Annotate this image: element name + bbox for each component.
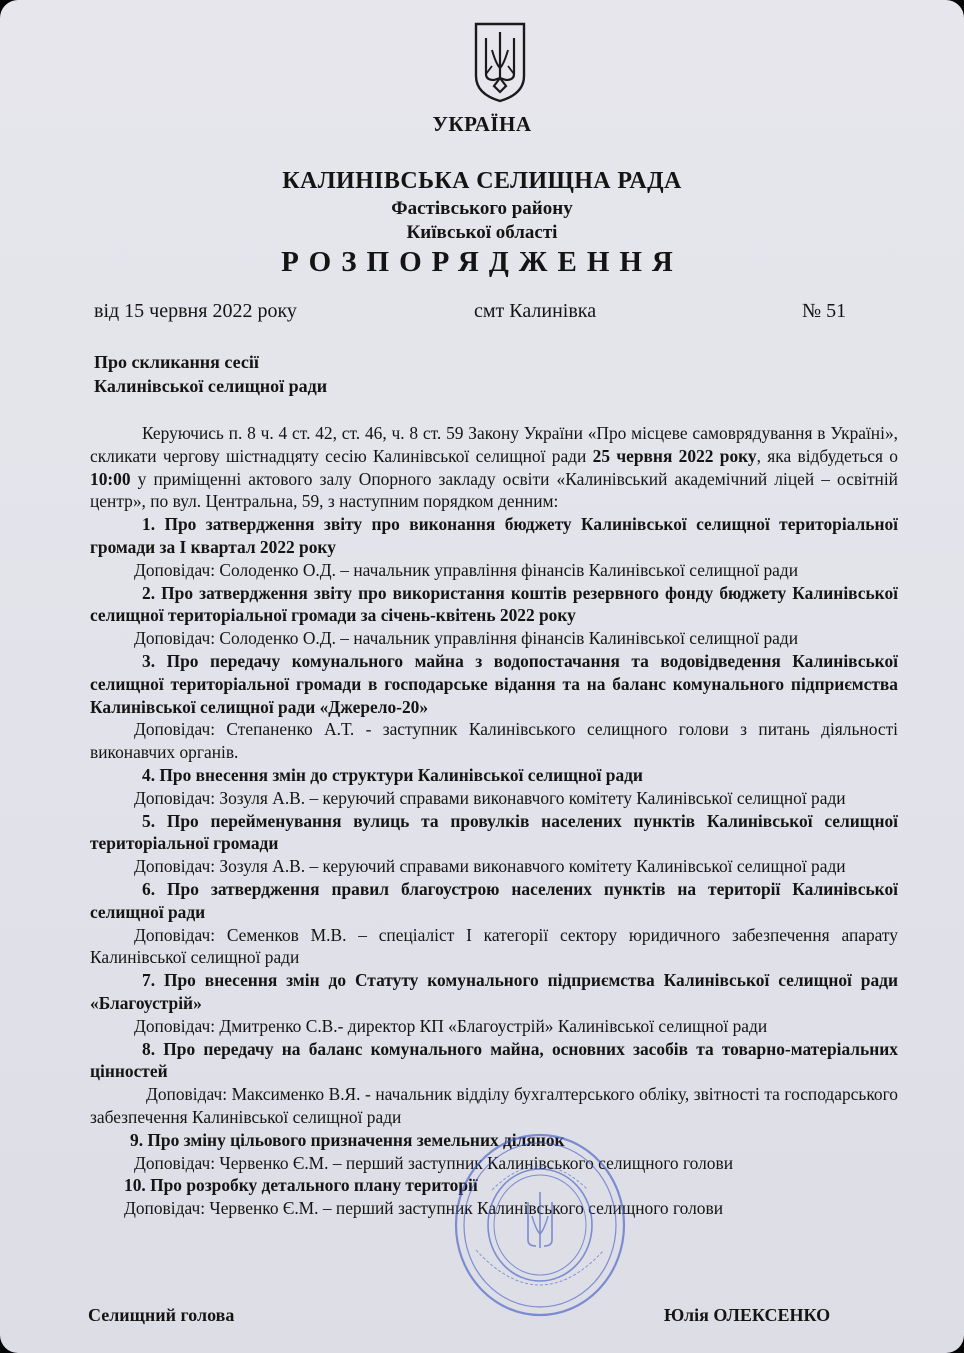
region-name: Київської області — [406, 222, 558, 243]
agenda-speaker-9: Доповідач: Червенко Є.М. – перший заступник Калинівського селищного голови — [134, 1152, 734, 1173]
agenda-speaker-8: Доповідач: Максименко В.Я. - начальник відділу бухгалтерського обліку, звітності та господарського забезпечення Калинівської селищної ради — [90, 1084, 898, 1127]
agenda-item-1: 1. Про затвердження звіту про виконання бюджету Калинівської селищної територіальної громади за І квартал 2022 року — [90, 514, 898, 557]
document-body — [90, 422, 898, 1220]
council-name: КАЛИНІВСЬКА СЕЛИЩНА РАДА — [282, 168, 682, 194]
document-subject — [94, 350, 327, 398]
agenda-item-4: 4. Про внесення змін до структури Калинівської селищної ради — [142, 764, 643, 785]
intro-text-2: , яка відбудеться о — [756, 445, 898, 466]
agenda-speaker-1: Доповідач: Солоденко О.Д. – начальник управління фінансів Калинівської селищної ради — [134, 559, 799, 580]
document-type: РОЗПОРЯДЖЕННЯ — [281, 246, 683, 278]
session-time: 10:00 — [90, 468, 131, 489]
intro-text-1: Керуючись п. 8 ч. 4 ст. 42, ст. 46, ч. 8 ст. 59 Закону України «Про місцеве самоврядування в Україні», скликати чергову шістнадцяту сесію Калинівської селищної ради — [90, 423, 898, 466]
intro-paragraph — [90, 422, 898, 513]
agenda-item-2: 2. Про затвердження звіту про використання коштів резервного фонду бюджету Калинівської селищної територіальної громади за січень-квітень 2022 року — [90, 582, 898, 626]
document-place: смт Калинівка — [474, 300, 597, 322]
session-date: 25 червня 2022 року — [592, 445, 757, 466]
signature-position: Селищний голова — [88, 1305, 235, 1325]
agenda-speaker-5: Доповідач: Зозуля А.В. – керуючий справами виконавчого комітету Калинівської селищної ради — [134, 856, 846, 877]
agenda-speaker-6: Доповідач: Семенков М.В. – спеціаліст І категорії сектору юридичного забезпечення апарату Калинівської селищної ради — [90, 924, 898, 968]
agenda-speaker-4: Доповідач: Зозуля А.В. – керуючий справами виконавчого комітету Калинівської селищної ради — [134, 787, 846, 808]
document-date: від 15 червня 2022 року — [94, 300, 297, 322]
agenda-item-5: 5. Про перейменування вулиць та провулків населених пунктів Калинівської селищної територіальної громади — [90, 810, 898, 854]
signature-name: Юлія ОЛЕКСЕНКО — [664, 1305, 831, 1325]
agenda-speaker-7: Доповідач: Дмитренко С.В.- директор КП «Благоустрій» Калинівської селищної ради — [134, 1015, 768, 1036]
subject-line-1: Про скликання сесії — [94, 352, 259, 372]
agenda-item-10: 10. Про розробку детального плану території — [124, 1175, 478, 1196]
document-number: № 51 — [802, 300, 847, 322]
agenda-item-8: 8. Про передачу на баланс комунального майна, основних засобів та товарно-матеріальних цінностей — [90, 1038, 898, 1082]
agenda-speaker-3: Доповідач: Степаненко А.Т. - заступник Калинівського селищного голови з питань діяльності виконавчих органів. — [90, 719, 898, 763]
official-seal-stamp — [452, 1130, 628, 1320]
agenda-speaker-2: Доповідач: Солоденко О.Д. – начальник управління фінансів Калинівської селищної ради — [134, 628, 799, 649]
agenda-speaker-10: Доповідач: Червенко Є.М. – перший заступник Калинівського селищного голови — [124, 1198, 724, 1219]
country-name: УКРАЇНА — [432, 112, 532, 136]
district-name: Фастівського району — [391, 198, 573, 219]
agenda-item-6: 6. Про затвердження правил благоустрою населених пунктів на території Калинівської селищної ради — [90, 878, 898, 922]
agenda-item-3: 3. Про передачу комунального майна з водопостачання та водовідведення Калинівської селищної територіальної громади в господарське відання та на баланс комунального підприємства Калинівської селищної ради «Джерело-20» — [90, 650, 898, 717]
agenda-item-7: 7. Про внесення змін до Статуту комунального підприємства Калинівської селищної ради «Благоустрій» — [90, 970, 898, 1013]
subject-line-2: Калинівської селищної ради — [94, 376, 328, 396]
intro-text-3: у приміщенні актового залу Опорного закладу освіти «Калинівський академічний ліцей – освітній центр», по вул. Центральна, 59, з наступним порядком денним: — [90, 468, 898, 512]
agenda-item-9: 9. Про зміну цільового призначення земельних ділянок — [130, 1129, 565, 1150]
coat-of-arms-icon — [472, 20, 528, 104]
